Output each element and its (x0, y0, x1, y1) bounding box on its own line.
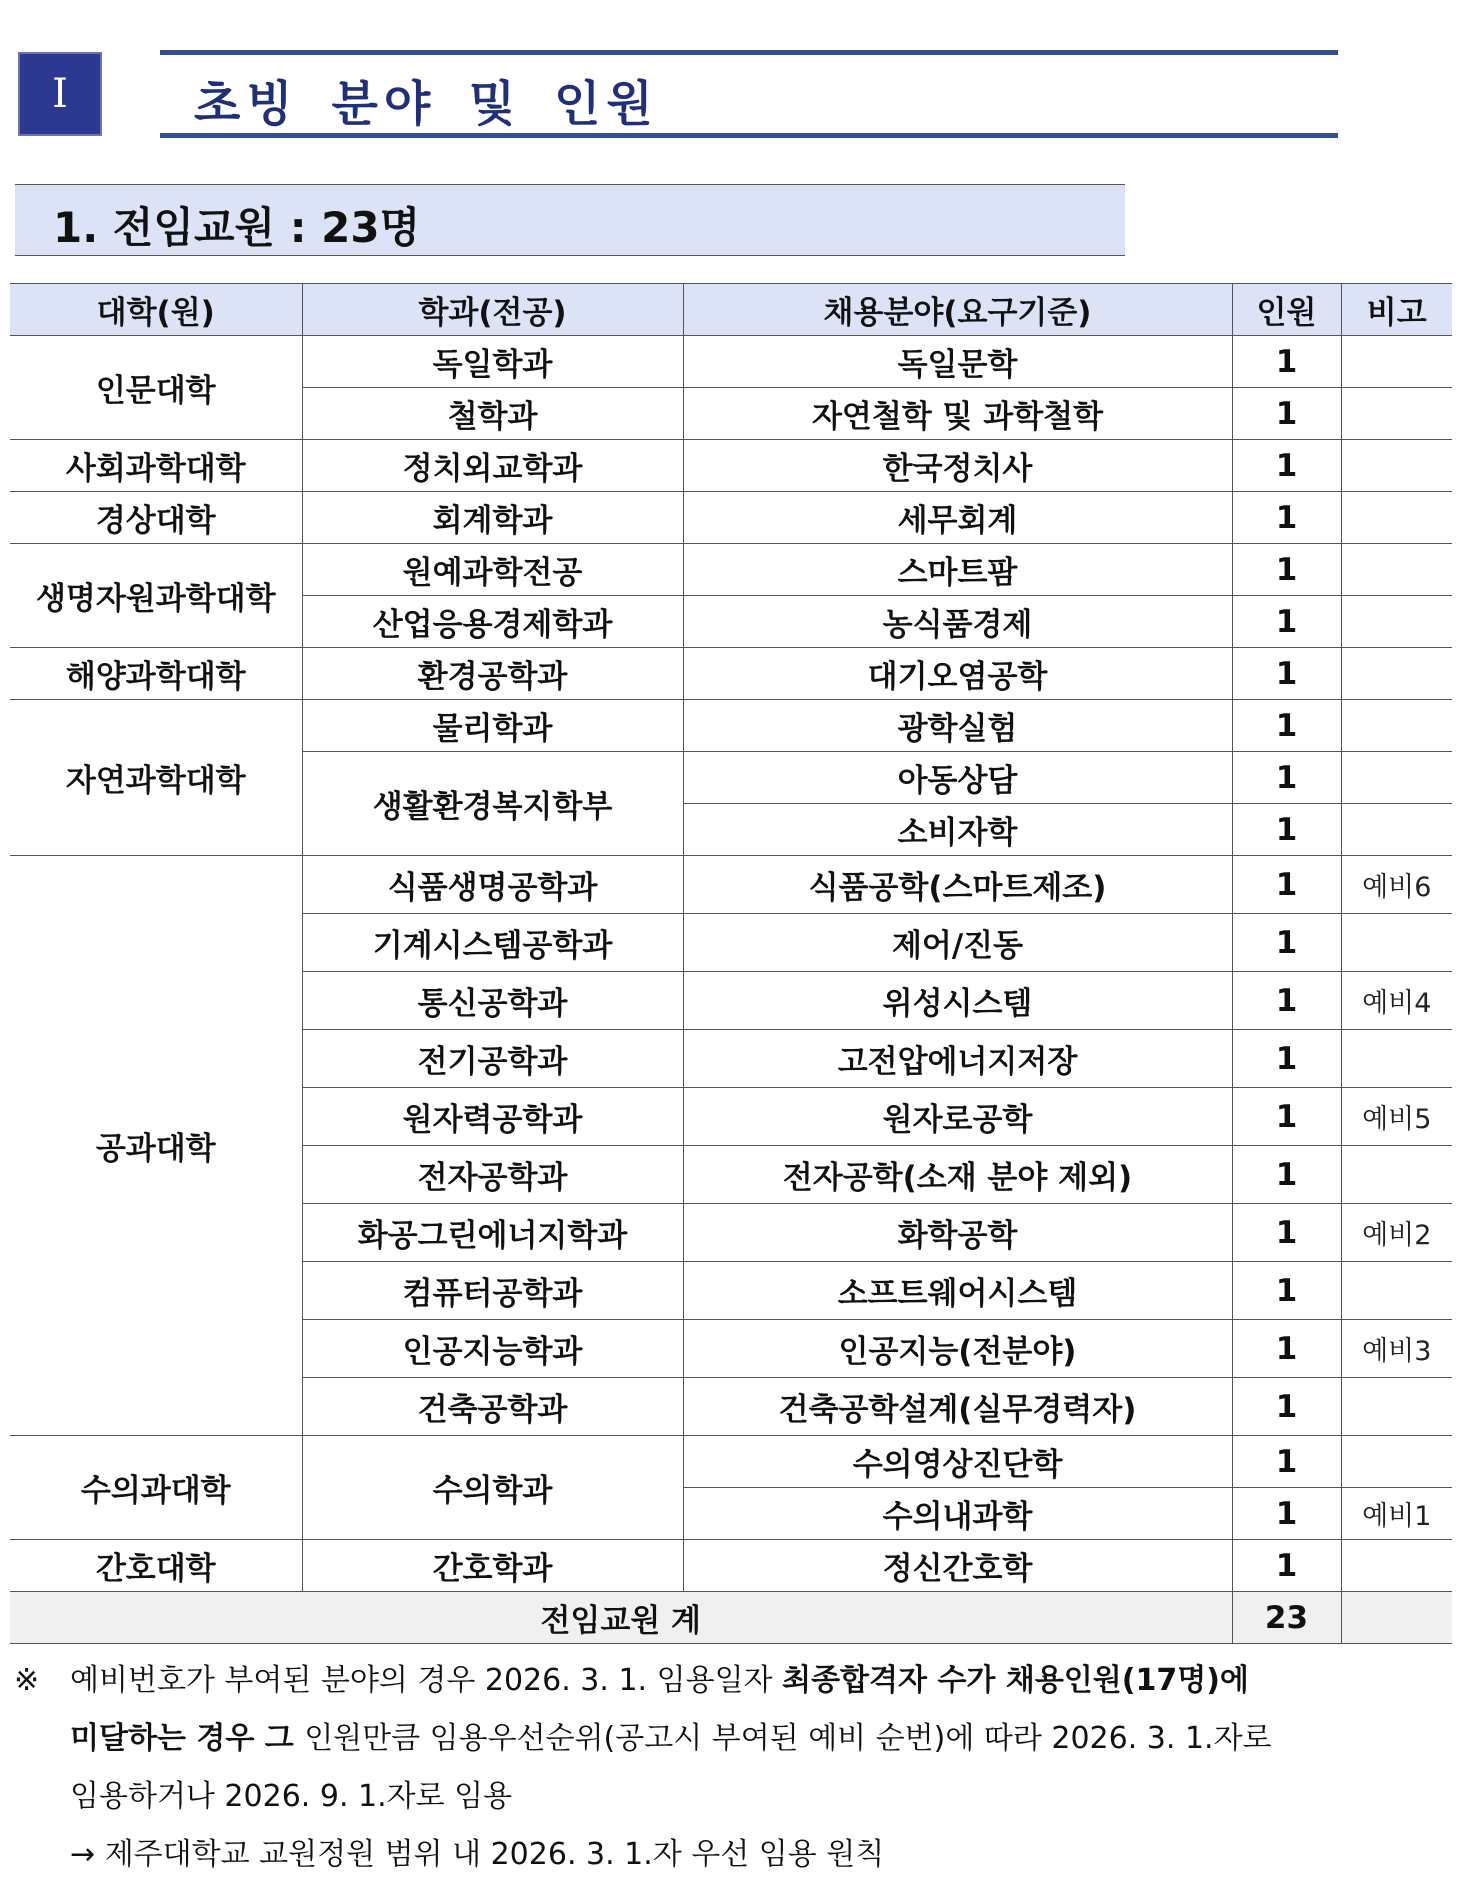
count-cell: 1 (1232, 1146, 1341, 1204)
note-cell: 예비1 (1341, 1488, 1452, 1540)
count-cell: 1 (1232, 648, 1341, 700)
department-cell: 인공지능학과 (302, 1320, 683, 1378)
table-row (10, 440, 1452, 492)
note-cell (1341, 1540, 1452, 1592)
department-cell: 독일학과 (302, 336, 683, 388)
footnote-line-3: 임용하거나 2026. 9. 1.자로 임용 (70, 1779, 513, 1814)
field-cell: 원자로공학 (683, 1088, 1232, 1146)
count-cell: 1 (1232, 700, 1341, 752)
reference-mark: ※ (14, 1663, 40, 1698)
table-header-row (10, 284, 1452, 336)
note-cell: 예비2 (1341, 1204, 1452, 1262)
count-cell: 1 (1232, 1262, 1341, 1320)
count-cell: 1 (1232, 336, 1341, 388)
department-cell: 물리학과 (302, 700, 683, 752)
field-cell: 고전압에너지저장 (683, 1030, 1232, 1088)
count-cell: 1 (1232, 972, 1341, 1030)
count-cell: 1 (1232, 914, 1341, 972)
table-row (10, 1540, 1452, 1592)
field-cell: 자연철학 및 과학철학 (683, 388, 1232, 440)
footnote-emphasis: 최종합격자 수가 채용인원(17명)에 (782, 1663, 1249, 1698)
note-cell (1341, 492, 1452, 544)
footnote-line-2 (14, 1710, 1454, 1768)
table-row (10, 700, 1452, 752)
header-college: 대학(원) (10, 284, 302, 336)
footnote (14, 1652, 1454, 1884)
department-cell: 통신공학과 (302, 972, 683, 1030)
field-cell: 식품공학(스마트제조) (683, 856, 1232, 914)
table-row (10, 492, 1452, 544)
department-cell: 식품생명공학과 (302, 856, 683, 914)
note-cell (1341, 1146, 1452, 1204)
department-cell: 화공그린에너지학과 (302, 1204, 683, 1262)
note-cell (1341, 1262, 1452, 1320)
footnote-text: 제주대학교 교원정원 범위 내 2026. 3. 1.자 우선 임용 원칙 (104, 1837, 885, 1872)
total-row (10, 1592, 1452, 1644)
field-cell: 제어/진동 (683, 914, 1232, 972)
count-cell: 1 (1232, 856, 1341, 914)
table-row (10, 336, 1452, 388)
department-cell: 회계학과 (302, 492, 683, 544)
count-cell: 1 (1232, 1030, 1341, 1088)
recruitment-table (10, 283, 1452, 1644)
count-cell: 1 (1232, 1436, 1341, 1488)
section-number-badge: I (18, 52, 102, 136)
count-cell: 1 (1232, 388, 1341, 440)
subsection-header (15, 184, 1125, 256)
table-row (10, 544, 1452, 596)
college-cell: 사회과학대학 (10, 440, 302, 492)
field-cell: 한국정치사 (683, 440, 1232, 492)
footnote-line-1 (14, 1652, 1454, 1710)
table-row (10, 648, 1452, 700)
note-cell (1341, 336, 1452, 388)
count-cell: 1 (1232, 1320, 1341, 1378)
footnote-line-4 (14, 1826, 1454, 1884)
department-cell: 원자력공학과 (302, 1088, 683, 1146)
header-department: 학과(전공) (302, 284, 683, 336)
college-cell: 해양과학대학 (10, 648, 302, 700)
note-cell (1341, 648, 1452, 700)
count-cell: 1 (1232, 440, 1341, 492)
field-cell: 건축공학설계(실무경력자) (683, 1378, 1232, 1436)
field-cell: 농식품경제 (683, 596, 1232, 648)
count-cell: 1 (1232, 804, 1341, 856)
note-cell (1341, 804, 1452, 856)
note-cell (1341, 544, 1452, 596)
department-cell: 산업응용경제학과 (302, 596, 683, 648)
college-cell: 자연과학대학 (10, 700, 302, 856)
department-cell: 정치외교학과 (302, 440, 683, 492)
note-cell (1341, 1436, 1452, 1488)
college-cell: 수의과대학 (10, 1436, 302, 1540)
footnote-emphasis: 미달하는 경우 그 (70, 1721, 305, 1756)
count-cell: 1 (1232, 1204, 1341, 1262)
note-cell (1341, 1378, 1452, 1436)
footnote-text: 인원만큼 임용우선순위(공고시 부여된 예비 순번)에 따라 2026. 3. 1.자로 (304, 1721, 1272, 1756)
note-cell (1341, 440, 1452, 492)
arrow-icon: → (70, 1837, 96, 1872)
count-cell: 1 (1232, 596, 1341, 648)
section-title: 초빙 분야 및 인원 (194, 76, 659, 132)
field-cell: 독일문학 (683, 336, 1232, 388)
field-cell: 소프트웨어시스템 (683, 1262, 1232, 1320)
count-cell: 1 (1232, 752, 1341, 804)
table-row (10, 856, 1452, 914)
field-cell: 광학실험 (683, 700, 1232, 752)
field-cell: 인공지능(전분야) (683, 1320, 1232, 1378)
field-cell: 수의영상진단학 (683, 1436, 1232, 1488)
note-cell (1341, 752, 1452, 804)
department-cell: 컴퓨터공학과 (302, 1262, 683, 1320)
section-header (18, 50, 1338, 142)
subsection-title: 1. 전임교원 : 23명 (53, 203, 421, 252)
count-cell: 1 (1232, 1378, 1341, 1436)
count-cell: 1 (1232, 1088, 1341, 1146)
field-cell: 정신간호학 (683, 1540, 1232, 1592)
note-cell: 예비6 (1341, 856, 1452, 914)
field-cell: 대기오염공학 (683, 648, 1232, 700)
department-cell: 기계시스템공학과 (302, 914, 683, 972)
note-cell (1341, 914, 1452, 972)
department-cell: 전자공학과 (302, 1146, 683, 1204)
total-note (1341, 1592, 1452, 1644)
note-cell (1341, 700, 1452, 752)
total-count: 23 (1232, 1592, 1341, 1644)
field-cell: 전자공학(소재 분야 제외) (683, 1146, 1232, 1204)
field-cell: 아동상담 (683, 752, 1232, 804)
department-cell: 원예과학전공 (302, 544, 683, 596)
department-cell: 철학과 (302, 388, 683, 440)
note-cell (1341, 388, 1452, 440)
note-cell (1341, 1030, 1452, 1088)
count-cell: 1 (1232, 492, 1341, 544)
field-cell: 화학공학 (683, 1204, 1232, 1262)
field-cell: 스마트팜 (683, 544, 1232, 596)
college-cell: 경상대학 (10, 492, 302, 544)
table-row (10, 1436, 1452, 1488)
total-label: 전임교원 계 (10, 1592, 1232, 1644)
note-cell (1341, 596, 1452, 648)
count-cell: 1 (1232, 1488, 1341, 1540)
note-cell: 예비4 (1341, 972, 1452, 1030)
header-note: 비고 (1341, 284, 1452, 336)
field-cell: 세무회계 (683, 492, 1232, 544)
note-cell: 예비3 (1341, 1320, 1452, 1378)
section-title-box (160, 50, 1338, 138)
department-cell: 환경공학과 (302, 648, 683, 700)
department-cell: 전기공학과 (302, 1030, 683, 1088)
header-count: 인원 (1232, 284, 1341, 336)
footnote-text: 예비번호가 부여된 분야의 경우 2026. 3. 1. 임용일자 (70, 1663, 783, 1698)
count-cell: 1 (1232, 1540, 1341, 1592)
college-cell: 인문대학 (10, 336, 302, 440)
department-cell: 간호학과 (302, 1540, 683, 1592)
college-cell: 생명자원과학대학 (10, 544, 302, 648)
department-cell: 수의학과 (302, 1436, 683, 1540)
college-cell: 공과대학 (10, 856, 302, 1436)
field-cell: 소비자학 (683, 804, 1232, 856)
count-cell: 1 (1232, 544, 1341, 596)
field-cell: 위성시스템 (683, 972, 1232, 1030)
college-cell: 간호대학 (10, 1540, 302, 1592)
department-cell: 건축공학과 (302, 1378, 683, 1436)
header-field: 채용분야(요구기준) (683, 284, 1232, 336)
field-cell: 수의내과학 (683, 1488, 1232, 1540)
department-cell: 생활환경복지학부 (302, 752, 683, 856)
note-cell: 예비5 (1341, 1088, 1452, 1146)
